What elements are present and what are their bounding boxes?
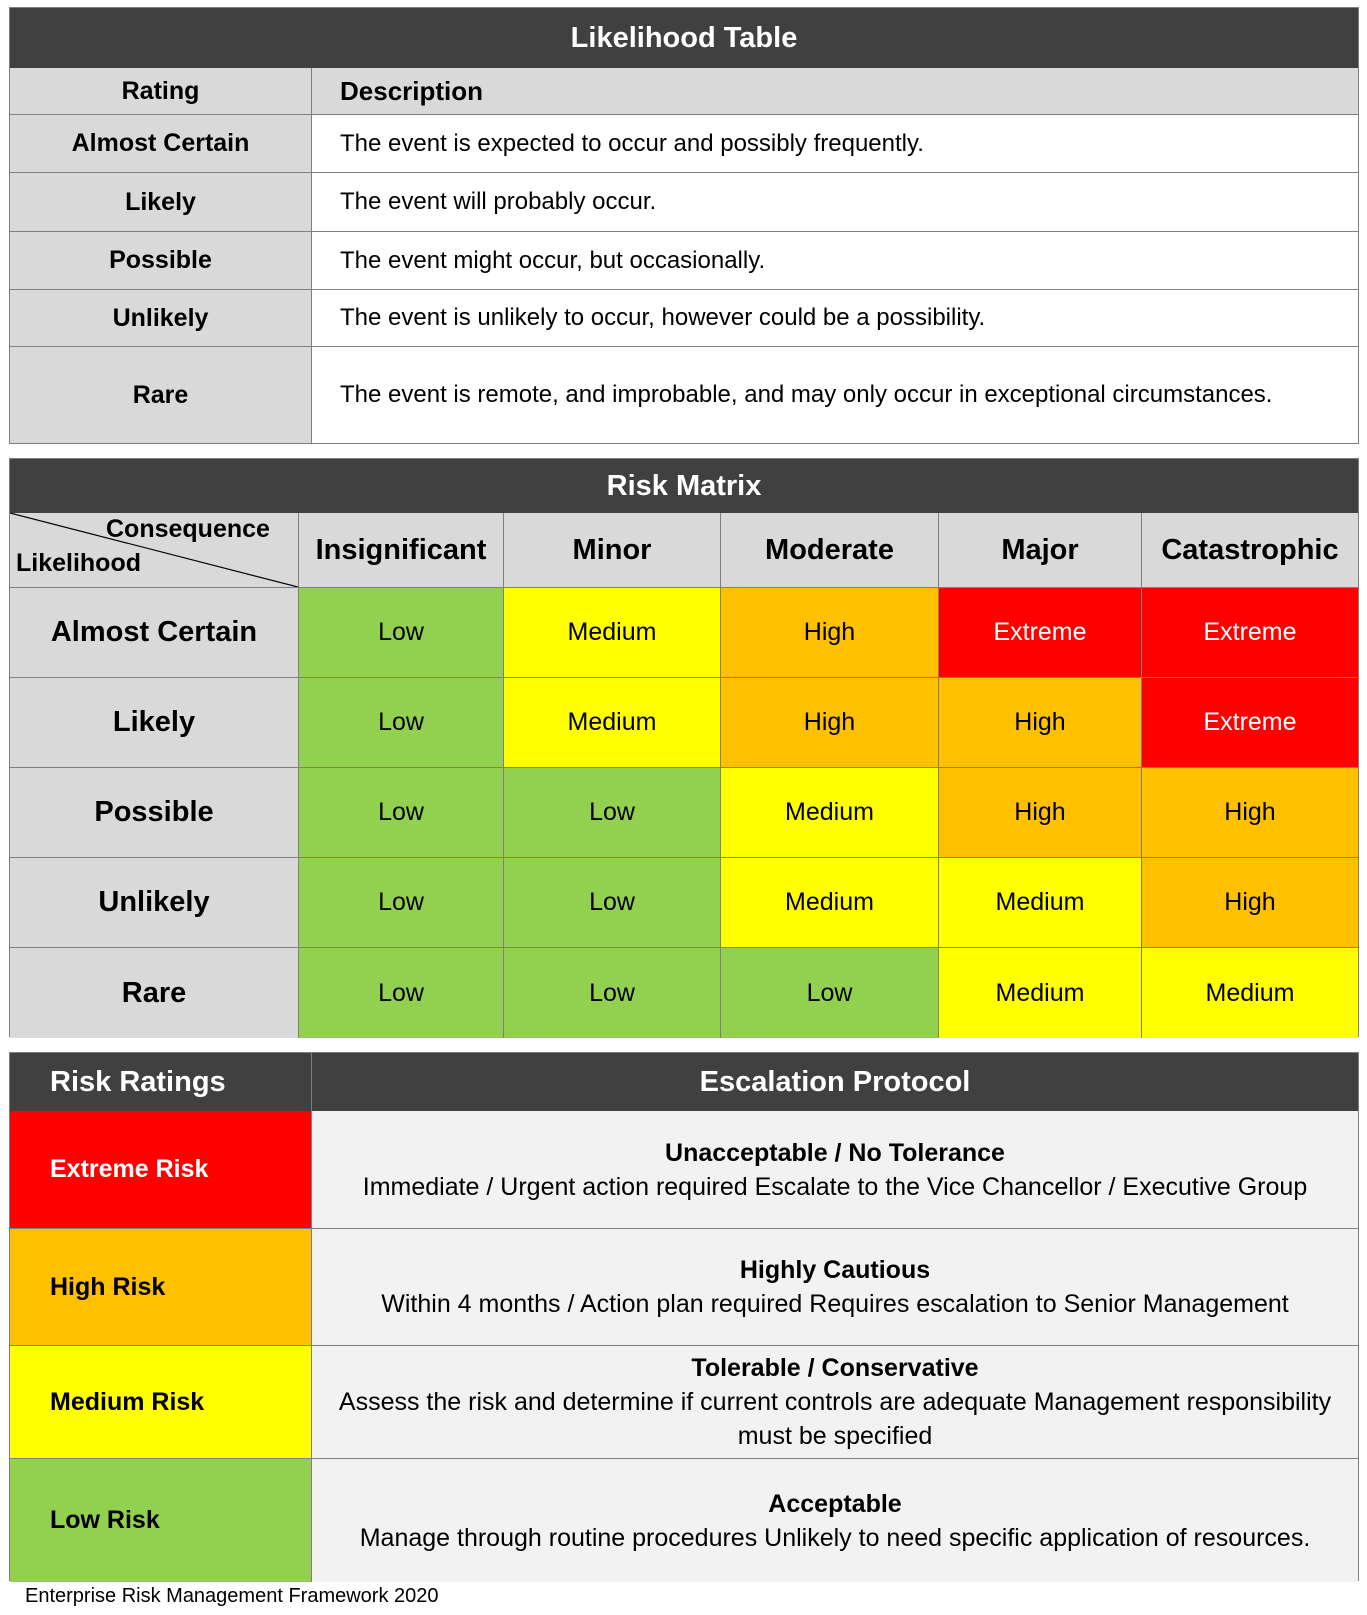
likelihood-header-row [10, 68, 1358, 114]
escalation-body: Within 4 months / Action plan required Requires escalation to Senior Management [381, 1290, 1289, 1318]
risk-cell: High [1141, 767, 1358, 857]
likelihood-table-title: Likelihood Table [10, 8, 1358, 68]
escalation-title: Highly Cautious [739, 1256, 931, 1284]
escalation-description [311, 1346, 1358, 1458]
rating-cell: Almost Certain [10, 115, 311, 172]
matrix-row-label: Rare [10, 947, 298, 1038]
escalation-description [311, 1111, 1358, 1228]
matrix-row-label: Possible [10, 767, 298, 857]
risk-ratings-header: Risk Ratings [50, 1065, 226, 1098]
risk-cell: Medium [720, 767, 938, 857]
table-row [10, 289, 1358, 346]
escalation-row [10, 1458, 1358, 1582]
risk-cell: Low [503, 857, 720, 947]
risk-cell: Low [298, 857, 503, 947]
risk-cell: Low [503, 767, 720, 857]
rating-cell: Likely [10, 173, 311, 231]
risk-cell: High [938, 767, 1141, 857]
risk-cell: Low [298, 767, 503, 857]
risk-cell: Extreme [1141, 587, 1358, 677]
risk-rating-label: Extreme Risk [10, 1111, 311, 1228]
consequence-axis-label: Consequence [106, 515, 270, 543]
escalation-title: Tolerable / Conservative [691, 1354, 979, 1382]
description-cell: The event might occur, but occasionally. [311, 232, 1358, 289]
description-cell-wrap [311, 347, 1358, 443]
escalation-title: Unacceptable / No Tolerance [665, 1138, 1005, 1167]
escalation-row [10, 1345, 1358, 1458]
risk-cell: Medium [720, 857, 938, 947]
risk-cell: Low [503, 947, 720, 1038]
risk-cell: Low [298, 947, 503, 1038]
risk-cell: High [720, 677, 938, 767]
risk-cell: Medium [938, 947, 1141, 1038]
table-row [10, 114, 1358, 172]
risk-cell: Extreme [938, 587, 1141, 677]
escalation-body: Manage through routine procedures Unlikely to need specific application of resources. [359, 1523, 1311, 1552]
table-row [10, 231, 1358, 289]
risk-cell: Medium [938, 857, 1141, 947]
risk-cell: Low [298, 677, 503, 767]
escalation-title: Acceptable [768, 1489, 902, 1518]
description-header: Description [311, 68, 1358, 114]
rating-cell: Unlikely [10, 290, 311, 346]
risk-cell: Extreme [1141, 677, 1358, 767]
escalation-body: Immediate / Urgent action required Escalate to the Vice Chancellor / Executive Group [362, 1172, 1308, 1201]
risk-cell: Medium [503, 587, 720, 677]
matrix-row-label: Likely [10, 677, 298, 767]
matrix-row-label: Almost Certain [10, 587, 298, 677]
column-header: Major [938, 513, 1141, 587]
risk-rating-label: High Risk [10, 1229, 311, 1345]
risk-matrix [9, 458, 1359, 1037]
likelihood-table [9, 7, 1359, 444]
escalation-header-row [10, 1053, 1358, 1111]
risk-cell: Medium [503, 677, 720, 767]
matrix-row-label: Unlikely [10, 857, 298, 947]
matrix-row [10, 947, 1358, 1038]
description-cell: The event is expected to occur and possibly frequently. [311, 115, 1358, 172]
risk-cell: High [938, 677, 1141, 767]
column-header: Catastrophic [1141, 513, 1358, 587]
risk-cell: Medium [1141, 947, 1358, 1038]
matrix-row [10, 857, 1358, 947]
table-row [10, 172, 1358, 231]
rating-header: Rating [121, 76, 200, 105]
matrix-row [10, 677, 1358, 767]
matrix-row [10, 587, 1358, 677]
risk-cell: High [1141, 857, 1358, 947]
column-header: Moderate [720, 513, 938, 587]
risk-cell: High [720, 587, 938, 677]
matrix-corner-cell [10, 513, 298, 587]
risk-matrix-title: Risk Matrix [10, 459, 1358, 513]
risk-rating-label: Medium Risk [10, 1346, 311, 1458]
escalation-description [311, 1229, 1358, 1345]
description-cell: The event is unlikely to occur, however could be a possibility. [311, 290, 1358, 346]
escalation-protocol-header: Escalation Protocol [311, 1053, 1358, 1111]
column-header: Minor [503, 513, 720, 587]
risk-cell: Low [298, 587, 503, 677]
table-row [10, 346, 1358, 443]
escalation-row [10, 1111, 1358, 1228]
rating-cell: Rare [10, 347, 311, 443]
description-cell: The event is remote, and improbable, and may only occur in exceptional circumstances. [340, 381, 1273, 408]
risk-cell: Low [720, 947, 938, 1038]
escalation-body: Assess the risk and determine if current controls are adequate Management responsibility must be specified [338, 1388, 1332, 1450]
escalation-description [311, 1459, 1358, 1582]
rating-cell: Possible [10, 232, 311, 289]
risk-rating-label: Low Risk [10, 1459, 311, 1582]
matrix-header-row [10, 513, 1358, 587]
escalation-protocol-table [9, 1052, 1359, 1581]
escalation-row [10, 1228, 1358, 1345]
footer-caption: Enterprise Risk Management Framework 2020 [25, 1585, 439, 1607]
column-header: Insignificant [298, 513, 503, 587]
matrix-row [10, 767, 1358, 857]
description-cell: The event will probably occur. [311, 173, 1358, 231]
likelihood-axis-label: Likelihood [16, 549, 141, 577]
